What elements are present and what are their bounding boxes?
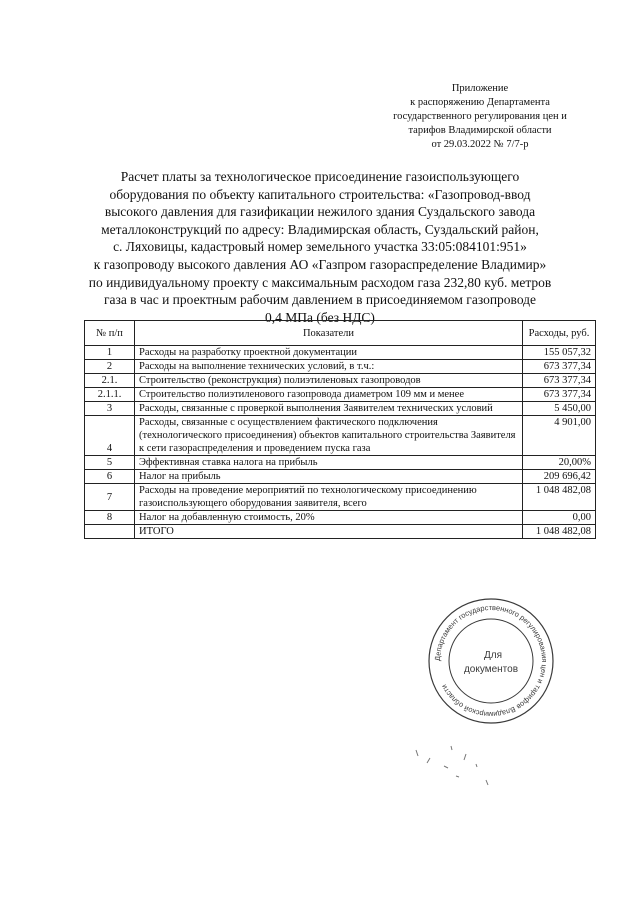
appendix-line: Приложение — [451, 83, 509, 94]
row-amount: 673 377,34 — [523, 374, 596, 388]
pen-marks — [396, 736, 516, 796]
title-line: металлоконструкций по адресу: Владимирская область, Суздальский район, — [101, 221, 539, 237]
table-row — [85, 484, 596, 511]
appendix-line: государственного регулирования цен и — [393, 111, 567, 122]
row-amount: 673 377,34 — [523, 388, 596, 402]
row-amount: 209 696,42 — [523, 470, 596, 484]
table-row — [85, 511, 596, 525]
row-label: Расходы на выполнение технических условий, в т.ч.: — [135, 360, 523, 374]
stamp-center-line2: документов — [463, 664, 519, 675]
row-label: Строительство полиэтиленового газопровода диаметром 109 мм и менее — [135, 388, 523, 402]
title-line: к газопроводу высокого давления АО «Газпром газораспределение Владимир» — [93, 256, 547, 272]
stamp-ring-text: Департамент государственного регулирования цен и тарифов Владимирской области — [432, 602, 550, 720]
row-label: Эффективная ставка налога на прибыль — [135, 456, 523, 470]
row-amount: 0,00 — [523, 511, 596, 525]
title-line: высокого давления для газификации нежилого здания Суздальского завода — [104, 204, 536, 220]
row-num: 6 — [85, 470, 135, 484]
calculation-table — [84, 320, 596, 539]
row-amount: 1 048 482,08 — [523, 525, 596, 539]
row-num: 4 — [85, 416, 135, 456]
header-indicators: Показатели — [135, 321, 523, 346]
table-row — [85, 346, 596, 360]
table-total-row — [85, 525, 596, 539]
stamp-inner-ring — [449, 619, 533, 703]
table-row — [85, 470, 596, 484]
row-amount: 20,00% — [523, 456, 596, 470]
row-num: 2 — [85, 360, 135, 374]
row-label: Расходы, связанные с осуществлением фактического подключения (технологического присоединения) объектов капитального строительства Заявителя к сети газораспределения и проведением пуска газа — [135, 416, 523, 456]
row-num: 8 — [85, 511, 135, 525]
appendix-header — [360, 82, 600, 152]
row-num: 5 — [85, 456, 135, 470]
row-amount: 5 450,00 — [523, 402, 596, 416]
row-num: 1 — [85, 346, 135, 360]
table-header-row — [85, 321, 596, 346]
table-row — [85, 360, 596, 374]
row-label: Строительство (реконструкция) полиэтиленовых газопроводов — [135, 374, 523, 388]
appendix-line: к распоряжению Департамента — [410, 97, 550, 108]
header-amount: Расходы, руб. — [523, 321, 596, 346]
table-row — [85, 456, 596, 470]
title-line: 0,4 МПа (без НДС) — [265, 309, 375, 325]
row-num: 2.1.1. — [85, 388, 135, 402]
official-stamp — [426, 596, 556, 726]
table-row — [85, 416, 596, 456]
document-title — [80, 168, 560, 326]
table-row — [85, 374, 596, 388]
title-line: по индивидуальному проекту с максимальным расходом газа 232,80 куб. метров — [88, 274, 552, 290]
stamp-center-line1: Для — [483, 650, 503, 661]
title-line: с. Ляховицы, кадастровый номер земельного участка 33:05:084101:951» — [113, 239, 527, 255]
row-num: 3 — [85, 402, 135, 416]
appendix-line: тарифов Владимирской области — [408, 125, 552, 136]
row-label: Расходы на разработку проектной документации — [135, 346, 523, 360]
stamp-outer-ring — [429, 599, 553, 723]
table-row — [85, 388, 596, 402]
header-num: № п/п — [85, 321, 135, 346]
row-amount: 155 057,32 — [523, 346, 596, 360]
row-num — [85, 525, 135, 539]
title-line: оборудования по объекту капитального строительства: «Газопровод-ввод — [109, 186, 531, 202]
title-line: газа в час и проектным рабочим давлением в присоединяемом газопроводе — [103, 292, 537, 308]
row-label: Расходы, связанные с проверкой выполнения Заявителем технических условий — [135, 402, 523, 416]
row-label: ИТОГО — [135, 525, 523, 539]
row-label: Расходы на проведение мероприятий по технологическому присоединению газоиспользующего оборудования заявителя, всего — [135, 484, 523, 511]
table-row — [85, 402, 596, 416]
row-label: Налог на добавленную стоимость, 20% — [135, 511, 523, 525]
row-amount: 1 048 482,08 — [523, 484, 596, 511]
row-amount: 673 377,34 — [523, 360, 596, 374]
appendix-line: от 29.03.2022 № 7/7-р — [431, 139, 529, 150]
title-line: Расчет платы за технологическое присоединение газоиспользующего — [120, 169, 520, 184]
row-num: 2.1. — [85, 374, 135, 388]
row-label: Налог на прибыль — [135, 470, 523, 484]
row-amount: 4 901,00 — [523, 416, 596, 456]
row-num: 7 — [85, 484, 135, 511]
